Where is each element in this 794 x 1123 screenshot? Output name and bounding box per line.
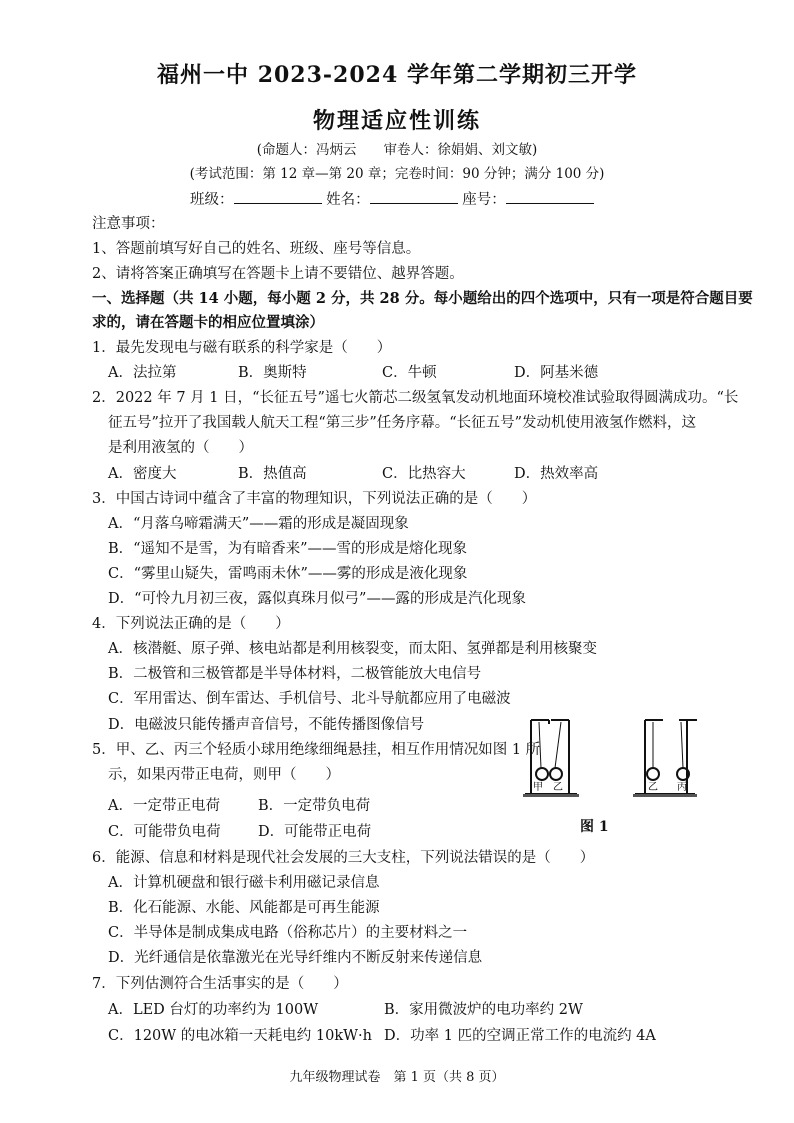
figure-1-diagram	[515, 714, 715, 802]
class-blank[interactable]	[234, 191, 322, 204]
exam-subtitle: 物理适应性训练	[312, 108, 481, 134]
question-1-stem: 1．最先发现电与磁有联系的科学家是（ ）	[92, 340, 392, 356]
question-2-stem: 2．2022 年 7 月 1 日，“长征五号”遥七火箭芯二级氢氧发动机地面环境校准试验取得圆满成功。“长	[92, 390, 739, 406]
question-5-stem-cont: 示，如果丙带正电荷，则甲（ ）	[108, 767, 340, 783]
exam-scope: (考试范围：第 12 章—第 20 章；完卷时间：90 分钟；满分 100 分)	[189, 166, 605, 182]
ball-label-yi-2: 乙	[648, 782, 658, 793]
seat-label: 座号：	[462, 192, 506, 208]
question-2-stem-end: 是利用液氢的（ ）	[108, 440, 253, 456]
q1-option-c[interactable]: C．牛顿	[382, 365, 437, 381]
q1-option-d[interactable]: D．阿基米德	[514, 365, 599, 381]
question-2-stem-cont: 征五号”拉开了我国载人航天工程“第三步”任务序幕。“长征五号”发动机使用液氢作燃料，这	[108, 415, 697, 431]
q7-option-d[interactable]: D．功率 1 匹的空调正常工作的电流约 4A	[384, 1028, 656, 1044]
q6-option-a[interactable]: A．计算机硬盘和银行磁卡利用磁记录信息	[108, 875, 380, 891]
note-item: 1、答题前填写好自己的姓名、班级、座号等信息。	[92, 241, 421, 257]
seat-blank[interactable]	[506, 191, 594, 204]
question-5-stem: 5．甲、乙、丙三个轻质小球用绝缘细绳悬挂，相互作用情况如图 1 所	[92, 742, 541, 758]
q2-option-a[interactable]: A．密度大	[108, 466, 177, 482]
q6-option-c[interactable]: C．半导体是制成集成电路（俗称芯片）的主要材料之一	[108, 925, 468, 941]
question-7-stem: 7．下列估测符合生活事实的是（ ）	[92, 976, 348, 992]
question-3-stem: 3．中国古诗词中蕴含了丰富的物理知识，下列说法正确的是（ ）	[92, 491, 537, 507]
q3-option-c[interactable]: C．“雾里山疑失，雷鸣雨未休”——雾的形成是液化现象	[108, 566, 468, 582]
q5-option-c[interactable]: C．可能带负电荷	[108, 824, 221, 840]
q2-option-d[interactable]: D．热效率高	[514, 466, 599, 482]
q5-option-b[interactable]: B．一定带负电荷	[258, 798, 371, 814]
q1-option-b[interactable]: B．奥斯特	[238, 365, 307, 381]
q5-option-d[interactable]: D．可能带正电荷	[258, 824, 372, 840]
q3-option-a[interactable]: A．“月落乌啼霜满天”——霜的形成是凝固现象	[108, 516, 409, 532]
section-heading: 一、选择题（共 14 小题，每小题 2 分，共 28 分。每小题给出的四个选项中，只有一项是符合题目要	[92, 290, 753, 307]
exam-authors: (命题人：冯炳云 审卷人：徐娟娟、刘文敏)	[256, 142, 538, 158]
note-item: 2、请将答案正确填写在答题卡上请不要错位、越界答题。	[92, 266, 464, 282]
q3-option-b[interactable]: B．“遥知不是雪，为有暗香来”——雪的形成是熔化现象	[108, 541, 467, 557]
q7-option-a[interactable]: A．LED 台灯的功率约为 100W	[108, 1002, 319, 1018]
q2-option-c[interactable]: C．比热容大	[382, 466, 466, 482]
q7-option-b[interactable]: B．家用微波炉的电功率约 2W	[384, 1002, 583, 1018]
q5-option-a[interactable]: A．一定带正电荷	[108, 798, 220, 814]
q3-option-d[interactable]: D．“可怜九月初三夜，露似真珠月似弓”——露的形成是汽化现象	[108, 591, 526, 607]
section-heading-cont: 求的，请在答题卡的相应位置填涂）	[92, 314, 324, 331]
q6-option-d[interactable]: D．光纤通信是依靠激光在光导纤维内不断反射来传递信息	[108, 950, 483, 966]
question-4-stem: 4．下列说法正确的是（ ）	[92, 616, 290, 632]
name-label: 姓名：	[326, 192, 370, 208]
figure-1-label: 图 1	[580, 819, 609, 835]
q2-option-b[interactable]: B．热值高	[238, 466, 307, 482]
q4-option-b[interactable]: B．二极管和三极管都是半导体材料，二极管能放大电信号	[108, 666, 482, 682]
q7-option-c[interactable]: C．120W 的电冰箱一天耗电约 10kW·h	[108, 1028, 372, 1044]
notes-heading: 注意事项：	[92, 216, 165, 232]
exam-title: 福州一中 2023-2024 学年第二学期初三开学	[157, 62, 637, 88]
q6-option-b[interactable]: B．化石能源、水能、风能都是可再生能源	[108, 900, 380, 916]
ball-label-jia: 甲	[533, 782, 543, 793]
q4-option-c[interactable]: C．军用雷达、倒车雷达、手机信号、北斗导航都应用了电磁波	[108, 691, 511, 707]
q1-option-a[interactable]: A．法拉第	[108, 365, 177, 381]
q4-option-a[interactable]: A．核潜艇、原子弹、核电站都是利用核裂变，而太阳、氢弹都是利用核聚变	[108, 641, 597, 657]
class-label: 班级：	[190, 192, 234, 208]
ball-label-bing: 丙	[677, 782, 687, 793]
student-info-row	[190, 188, 594, 209]
question-6-stem: 6．能源、信息和材料是现代社会发展的三大支柱，下列说法错误的是（ ）	[92, 850, 595, 866]
ball-label-yi: 乙	[553, 782, 563, 793]
page-footer: 九年级物理试卷 第 1 页（共 8 页）	[289, 1070, 505, 1085]
name-blank[interactable]	[370, 191, 458, 204]
q4-option-d[interactable]: D．电磁波只能传播声音信号，不能传播图像信号	[108, 717, 425, 733]
